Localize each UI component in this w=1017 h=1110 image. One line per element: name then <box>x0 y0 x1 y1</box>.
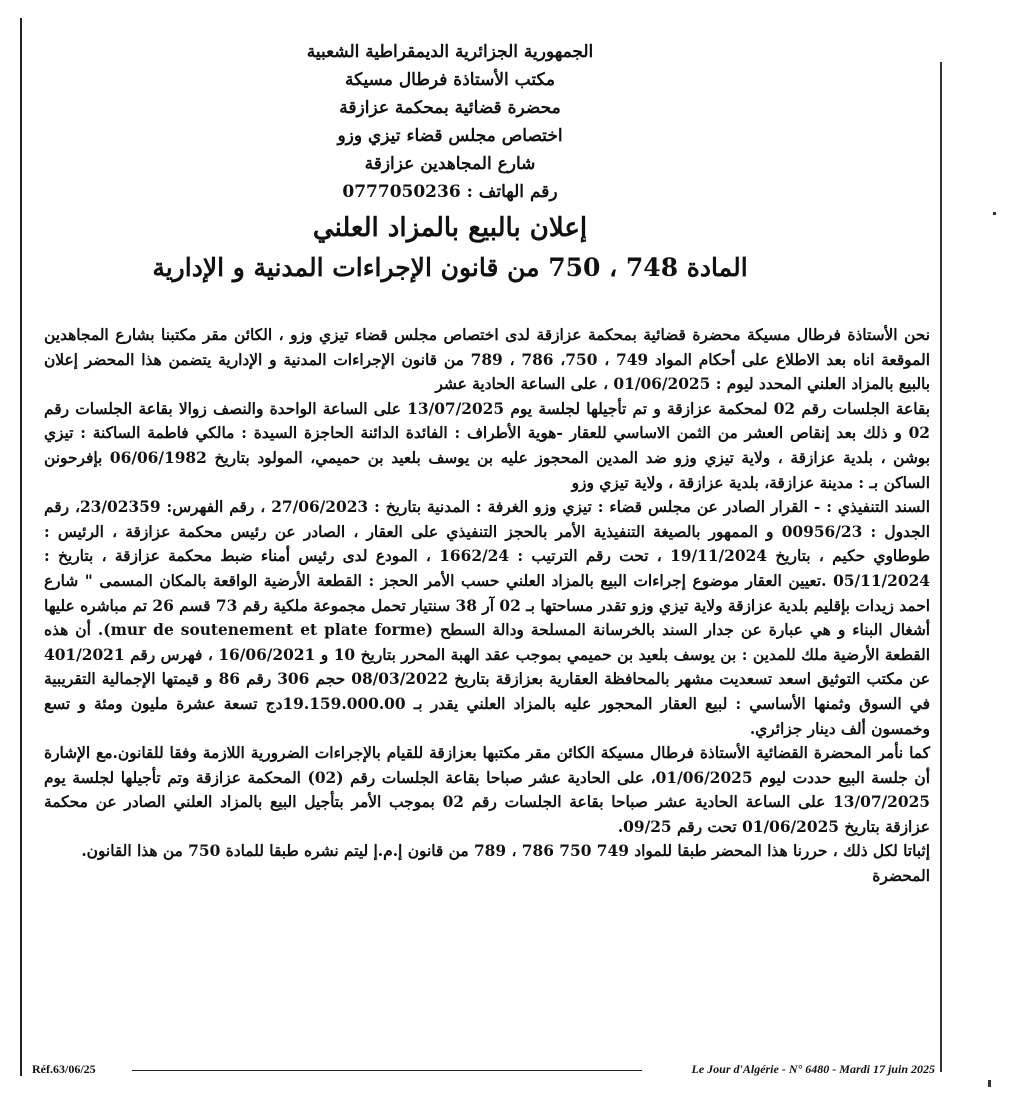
notice-body <box>44 323 930 889</box>
frame-left-border <box>20 18 22 1076</box>
paragraph-order: كما نأمر المحضرة القضائية الأستاذة فرطال مسيكة الكائن مقر مكتبها بعزازقة للقيام بالإجراءات الضرورية اللازمة وفقا للقانون.مع الإشارة أن جلسة البيع حددت ليوم 01/06/2025، على الحادية عشر صباحا بقاعة الجلسات رقم (02) المحكمة عزازقة وتم تأجيلها لجلسة يوم 13/07/2025 على الساعة الحادية عشر صباحا بقاعة الجلسات رقم 02 بموجب الأمر بتأجيل البيع بالمزاد العلني الصادر عن محكمة عزازقة بتاريخ 01/06/2025 تحت رقم 09/25. <box>44 744 931 836</box>
footer-rule <box>132 1070 642 1071</box>
paragraph-hearing: بقاعة الجلسات رقم 02 لمحكمة عزازقة و تم تأجيلها لجلسة يوم 13/07/2025 على الساعة الواحدة والنصف زوالا بقاعة الجلسات رقم 02 و ذلك بعد إنقاص العشر من الثمن الاساسي للعقار -هوية الأطراف : الفائدة الدائنة الحاجزة السيدة : مالكي فاطمة الساكنة : تيزي بوشن ، بلدية عزازقة ، ولاية تيزي وزو ضد المدين المحجوز عليه بن يوسف بلعيد بن حميمي، المولود بتاريخ 06/06/1982 بإفرحونن الساكن بـ : مدينة عزازقة، بلدية عزازقة ، ولاية تيزي وزو <box>44 399 930 492</box>
scan-mark <box>988 1080 991 1087</box>
header-line-bailiff: محضرة قضائية بمحكمة عزازقة <box>339 98 561 118</box>
paragraph-intro: نحن الأستاذة فرطال مسيكة محضرة قضائية بمحكمة عزازقة لدى اختصاص مجلس قضاء تيزي وزو ، الكائن مقر مكتبنا بشارع المجاهدين الموقعة اناه بعد الاطلاع على أحكام المواد 749 ، 750، 786 ، 789 من قانون الإجراءات المدنية و الإدارية يتضمن هذا المحضر إعلان بالبيع بالمزاد العلني المحدد ليوم : 01/06/2025 ، على الساعة الحادية عشر <box>44 326 930 394</box>
header-line-phone: رقم الهاتف : 0777050236 <box>342 182 558 202</box>
page-footer <box>20 1060 945 1080</box>
header-line-address: شارع المجاهدين عزازقة <box>364 154 536 174</box>
header-line-office: مكتب الأستاذة فرطال مسيكة <box>345 70 555 90</box>
journal-issue: Le Jour d'Algérie - N° 6480 - Mardi 17 juin 2025 <box>691 1062 935 1076</box>
frame-right-border <box>940 62 942 1072</box>
notice-subtitle: المادة 748 ، 750 من قانون الإجراءات المدنية و الإدارية <box>152 253 748 282</box>
signature: المحضرة <box>872 867 930 886</box>
paragraph-enforcement: السند التنفيذي : - القرار الصادر عن مجلس قضاء : تيزي وزو الغرفة : المدنية بتاريخ : 27/06/2023 ، رقم الفهرس: 23/02359، رقم الجدول : 00956/23 و الممهور بالصيغة التنفيذية الأمر بالحجز التنفيذي على العقار ، الصادر عن رئيس محكمة عزازقة ، الرئيس : طوطاوي حكيم ، بتاريخ 19/11/2024 ، تحت رقم الترتيب : 1662/24 ، المودع لدى رئيس أمناء ضبط محكمة عزازقة ، بتاريخ : 05/11/2024 .تعيين العقار موضوع إجراءات البيع بالمزاد العلني حسب الأمر الحجز : القطعة الأرضية الواقعة بالمكان المسمى " شارع احمد زيدات بإقليم بلدية عزازقة ولاية تيزي وزو تقدر مساحتها بـ 02 آر 38 سنتيار تحمل مجموعة ملكية رقم 73 قسم 26 تم مباشره عليها أشغال البناء و هي عبارة عن جدار السند بالخرسانة المسلحة ودالة السطح (mur de soutenement et plate forme). أن هذه القطعة الأرضية ملك للمدين : بن يوسف بلعيد بن حميمي بموجب عقد الهبة المحرر بتاريخ 10 و 16/06/2021 ، فهرس رقم 401/2021 عن مكتب التوثيق اسعد تسعديت مشهر بالمحافظة العقارية بعزازقة بتاريخ 08/03/2022 حجم 306 رقم 86 و قيمتها الإجمالية التقريبية في السوق وثمنها الأساسي : لبيع العقار المحجور عليه بالمزاد العلني يقدر بـ 19.159.000.00دج تسعة عشرة مليون ومئة و تسع وخمسون ألف دينار جزائري. <box>44 498 931 738</box>
paragraph-closing: إثباتا لكل ذلك ، حررنا هذا المحضر طبقا للمواد 749 750 786 ، 789 من قانون إ.م.إ ليتم نشره طبقا للمادة 750 من هذا القانون. <box>81 842 930 861</box>
scan-mark <box>993 212 996 215</box>
notice-title: إعلان بالبيع بالمزاد العلني <box>312 213 588 243</box>
notice-header <box>150 38 750 288</box>
reference-number: Réf.63/06/25 <box>32 1062 96 1076</box>
header-line-republic: الجمهورية الجزائرية الديمقراطية الشعبية <box>306 42 594 62</box>
header-line-jurisdiction: اختصاص مجلس قضاء تيزي وزو <box>337 126 563 146</box>
